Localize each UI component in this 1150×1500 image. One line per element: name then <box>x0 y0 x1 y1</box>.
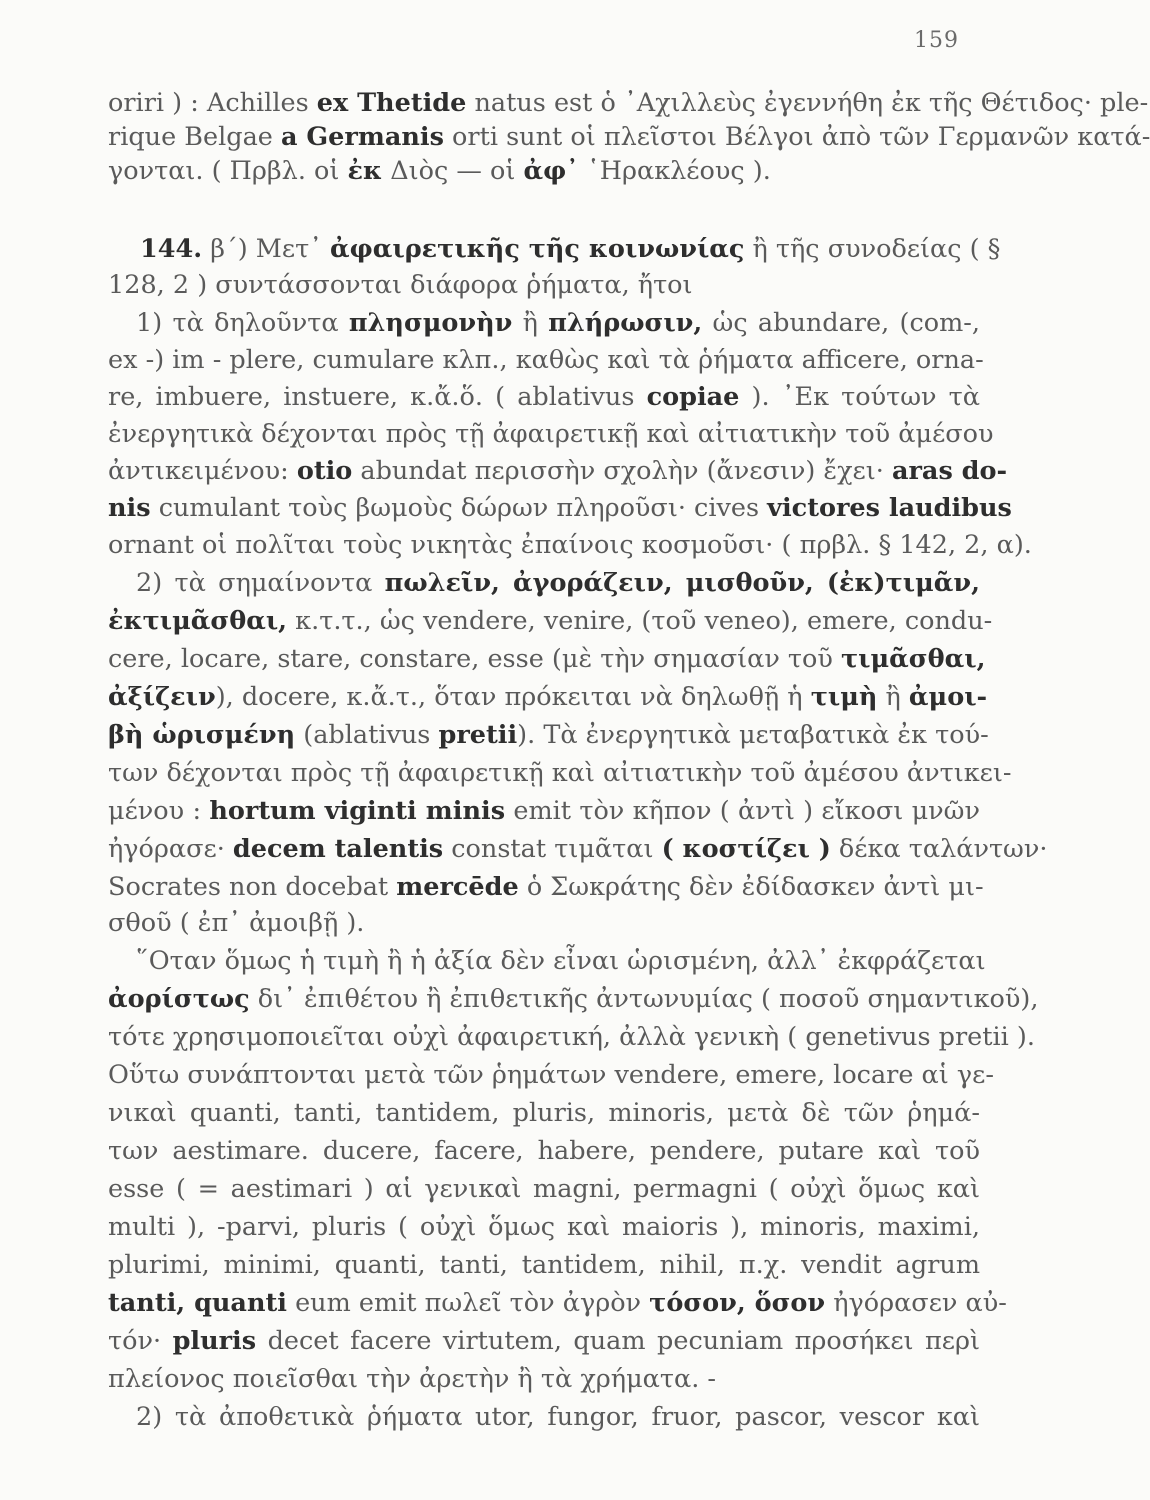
text-segment: Socrates non docebat <box>108 872 397 902</box>
bold-segment: pretii <box>438 720 518 750</box>
text-segment: 2) τὰ σημαίνοντα <box>136 568 385 598</box>
text-line <box>108 756 1012 790</box>
text-line <box>136 306 980 340</box>
text-segment: ἢ <box>512 308 549 338</box>
bold-segment: 144. <box>140 234 203 264</box>
text-line <box>108 1286 1007 1320</box>
text-segment: plurimi, minimi, quanti, tanti, tantidem, nihil, π.χ. vendit agrum <box>108 1250 980 1280</box>
text-line <box>136 944 986 978</box>
text-segment: abundat περισσὴν σχολὴν (ἄνεσιν) ἔχει· <box>352 456 892 486</box>
text-line <box>108 1362 980 1396</box>
bold-segment: aras do- <box>891 456 1008 486</box>
text-line <box>108 1172 980 1206</box>
text-segment: ὁ Σωκράτης δὲν ἐδίδασκεν ἀντὶ μι- <box>518 872 984 902</box>
text-line <box>136 1400 980 1434</box>
text-line <box>108 718 989 752</box>
text-line <box>108 1324 980 1358</box>
text-segment: orti sunt οἱ πλεῖστοι Βέλγοι ἀπὸ τῶν Γερμανῶν κατά- <box>443 122 1150 152</box>
text-segment: ), docere, κ.ἄ.τ., ὅταν πρόκειται νὰ δηλωθῇ ἡ <box>215 682 811 712</box>
text-segment: Διὸς — οἱ <box>382 156 524 186</box>
text-segment: 1) τὰ δηλοῦντα <box>136 308 349 338</box>
text-segment: Οὕτω συνάπτονται μετὰ τῶν ῥημάτων vendere, emere, locare αἱ γε- <box>108 1060 994 1090</box>
text-segment: oriri ) : Achilles <box>108 88 317 118</box>
text-segment: ῾Ηρακλέους ). <box>578 156 771 186</box>
text-segment: decet facere virtutem, quam pecuniam προσήκει περὶ <box>256 1326 980 1356</box>
text-segment: (ablativus <box>295 720 439 750</box>
bold-segment: ἀορίστως <box>108 984 250 1014</box>
bold-segment: πωλεῖν, ἀγοράζειν, μισθοῦν, (ἐκ)τιμᾶν, <box>384 568 980 598</box>
text-segment: ornant οἱ πολῖται τοὺς νικητὰς ἐπαίνοις κοσμοῦσι· ( πρβλ. § 142, 2, α). <box>108 530 1032 560</box>
text-line <box>108 1210 980 1244</box>
text-line <box>108 417 994 451</box>
bold-segment: τιμὴ <box>810 682 878 712</box>
text-line <box>108 642 986 676</box>
text-segment: re, imbuere, instuere, κ.ἄ.ὅ. ( ablativus <box>108 382 647 412</box>
bold-segment: hortum viginti minis <box>209 796 506 826</box>
text-segment: multi ), -parvi, pluris ( οὐχὶ ὅμως καὶ maioris ), minoris, maximi, <box>108 1212 980 1242</box>
bold-segment: pluris <box>172 1326 257 1356</box>
text-line <box>108 794 980 828</box>
text-line <box>108 1134 980 1168</box>
text-line <box>136 566 980 600</box>
text-line <box>108 1096 980 1130</box>
text-segment: ἐνεργητικὰ δέχονται πρὸς τῇ ἀφαιρετικῇ καὶ αἰτιατικὴν τοῦ ἀμέσου <box>108 419 994 449</box>
text-segment: δι᾿ ἐπιθέτου ἢ ἐπιθετικῆς ἀντωνυμίας ( ποσοῦ σημαντικοῦ), <box>249 984 1039 1014</box>
text-segment: πλείονος ποιεῖσθαι τὴν ἀρετὴν ἢ τὰ χρήματα. - <box>108 1364 717 1394</box>
text-segment: cere, locare, stare, constare, esse (μὲ τὴν σημασίαν τοῦ <box>108 644 842 674</box>
text-segment: β΄) Μετ᾿ <box>202 234 331 264</box>
bold-segment: ἀφ᾿ <box>523 156 579 186</box>
text-segment: ἀντικειμένου: <box>108 456 297 486</box>
bold-segment: nis <box>108 493 151 523</box>
text-segment: των δέχονται πρὸς τῇ ἀφαιρετικῇ καὶ αἰτιατικὴν τοῦ ἀμέσου ἀντικει- <box>108 758 1012 788</box>
text-segment: esse ( = aestimari ) αἱ γενικαὶ magni, permagni ( οὐχὶ ὅμως καὶ <box>108 1174 980 1204</box>
bold-segment: βὴ ὡρισμένη <box>108 720 296 750</box>
text-segment: constat τιμᾶται <box>443 834 662 864</box>
text-segment: ἢ <box>877 682 909 712</box>
text-segment: 2) τὰ ἀποθετικὰ ῥήματα utor, fungor, fruor, pascor, vescor καὶ <box>136 1402 980 1432</box>
text-segment: ὡς abundare, (com-, <box>702 308 980 338</box>
text-segment: τόν· <box>108 1326 173 1356</box>
bold-segment: ἀμοι- <box>908 682 988 712</box>
text-segment: eum emit πωλεῖ τὸν ἀγρὸν <box>286 1288 650 1318</box>
bold-segment: ex Thetide <box>316 88 467 118</box>
text-line <box>108 380 980 414</box>
text-segment: δέκα ταλάντων· <box>830 834 1048 864</box>
text-segment: emit τὸν κῆπον ( ἀντὶ ) εἴκοσι μνῶν <box>505 796 980 826</box>
bold-segment: tanti, quanti <box>108 1288 287 1318</box>
text-segment: ex -) im - plere, cumulare κλπ., καθὼς καὶ τὰ ῥήματα afficere, orna- <box>108 345 984 375</box>
text-line <box>108 154 980 188</box>
text-segment: σθοῦ ( ἐπ᾿ ἀμοιβῇ ). <box>108 908 365 938</box>
bold-segment: πλήρωσιν, <box>548 308 703 338</box>
text-line <box>108 86 1149 120</box>
text-segment: τότε χρησιμοποιεῖται οὐχὶ ἀφαιρετική, ἀλλὰ γενικὴ ( genetivus pretii ). <box>108 1022 1035 1052</box>
bold-segment: decem talentis <box>232 834 444 864</box>
text-segment: νικαὶ quanti, tanti, tantidem, pluris, minoris, μετὰ δὲ τῶν ῥημά- <box>108 1098 980 1128</box>
bold-segment: ἐκτιμᾶσθαι, <box>108 606 288 636</box>
bold-segment: ἀφαιρετικῆς τῆς κοινωνίας <box>330 234 745 264</box>
text-line <box>108 870 984 904</box>
bold-segment: a Germanis <box>281 122 444 152</box>
bold-segment: τόσον, ὅσον <box>649 1288 826 1318</box>
text-line <box>108 1248 980 1282</box>
text-line <box>108 120 1150 154</box>
text-segment: κ.τ.τ., ὡς vendere, venire, (τοῦ veneo), emere, condu- <box>287 606 993 636</box>
bold-segment: ( κοστίζει ) <box>661 834 831 864</box>
text-line <box>108 1020 1035 1054</box>
text-segment: cumulant τοὺς βωμοὺς δώρων πληροῦσι· cives <box>150 493 768 523</box>
bold-segment: πλησμονὴν <box>348 308 513 338</box>
text-segment: ἠγόρασε· <box>108 834 233 864</box>
text-line <box>108 906 980 940</box>
bold-segment: τιμᾶσθαι, <box>841 644 986 674</box>
text-line <box>108 982 1039 1016</box>
bold-segment: ἐκ <box>347 156 383 186</box>
text-segment: rique Belgae <box>108 122 281 152</box>
text-segment: ἢ τῆς συνοδείας ( § <box>744 234 1001 264</box>
text-line <box>108 604 993 638</box>
text-line <box>108 454 1008 488</box>
text-segment: των aestimare. ducere, facere, habere, pendere, putare καὶ τοῦ <box>108 1136 980 1166</box>
section-heading-144 <box>140 232 1001 266</box>
text-line <box>108 528 1032 562</box>
text-line <box>108 343 984 377</box>
bold-segment: otio <box>296 456 353 486</box>
bold-segment: ἀξίζειν <box>108 682 216 712</box>
bold-segment: mercēde <box>396 872 519 902</box>
text-segment: ῞Οταν ὅμως ἡ τιμὴ ἢ ἡ ἀξία δὲν εἶναι ὡρισμένη, ἀλλ᾿ ἐκφράζεται <box>136 946 986 976</box>
text-segment: 128, 2 ) συντάσσονται διάφορα ῥήματα, ἤτοι <box>108 270 693 300</box>
text-segment: γονται. ( Πρβλ. οἱ <box>108 156 348 186</box>
text-segment: ). Τὰ ἐνεργητικὰ μεταβατικὰ ἐκ τού- <box>517 720 989 750</box>
text-line <box>108 680 988 714</box>
text-segment: natus est ὁ ᾿Αχιλλεὺς ἐγεννήθη ἐκ τῆς Θέτιδος· ple- <box>466 88 1149 118</box>
text-line <box>108 268 980 302</box>
text-segment: ἠγόρασεν αὐ- <box>825 1288 1007 1318</box>
text-segment: μένου : <box>108 796 210 826</box>
text-line <box>108 1058 994 1092</box>
bold-segment: victores laudibus <box>767 493 1012 523</box>
bold-segment: copiae <box>646 382 740 412</box>
text-line <box>108 491 1012 525</box>
text-line <box>108 832 1048 866</box>
page-number: 159 <box>914 28 959 53</box>
text-segment: ). ᾿Εκ τούτων τὰ <box>739 382 980 412</box>
